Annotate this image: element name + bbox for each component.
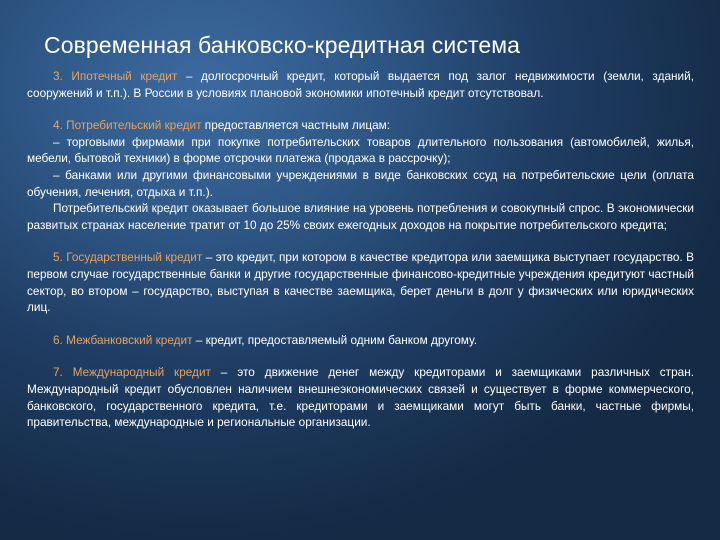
paragraph-state-credit [27,249,694,315]
term-international-credit: 7. Международный кредит [53,365,211,380]
term-interbank-credit: 6. Межбанковский кредит [53,332,193,347]
paragraph-interbank-credit [27,332,694,349]
term-consumer-credit: 4. Потребительский кредит [53,118,202,133]
paragraph-mortgage-credit [27,68,694,101]
term-state-credit: 5. Государственный кредит [53,250,203,265]
definition-state-credit: – это кредит, при котором в качестве кредитора или заемщика выступает государство. В первом случае государственные банки и другие государственные финансово-кредитные учреждения кредитуют частный сектор, во втором – государство, выступая в качестве заемщика, берет деньги в долг у физических или юридических лиц. [27,250,694,315]
definition-consumer-credit: предоставляется частным лицам: [201,118,391,133]
paragraph-consumer-banks: – банками или другими финансовыми учреждениями в виде банковских ссуд на потребительские цели (оплата обучения, лечения, отдыха и т.п.). [27,167,694,199]
definition-international-credit: – это движение денег между кредиторами и заемщиками различных стран. Международный кредит обусловлен наличием внешнеэкономических связей и существует в форме коммерческого, банковского, государственного кредита, т.е. кредиторами и заемщиками могут быть банки, частные фирмы, правительства, международные и региональные организации. [27,365,694,430]
slide-title: Современная банковско-кредитная система [44,32,521,58]
slide-content [27,68,694,431]
paragraph-consumer-impact: Потребительский кредит оказывает большое влияние на уровень потребления и совокупный спрос. В экономически развитых странах население тратит от 10 до 25% своих ежегодных доходов на покрытие потребительского кредита; [27,201,694,232]
definition-mortgage-credit: – долгосрочный кредит, который выдается под залог недвижимости (земли, зданий, сооружений и т.п.). В России в условиях плановой экономики ипотечный кредит отсутствовал. [27,69,694,100]
paragraph-consumer-trade-firms: – торговыми фирмами при покупке потребительских товаров длительного пользования (автомобилей, жилья, мебели, бытовой техники) в форме отсрочки платежа (продажа в рассрочку); [27,134,694,166]
paragraph-consumer-credit [27,117,694,134]
definition-interbank-credit: – кредит, предоставляемый одним банком другому. [192,332,478,347]
paragraph-international-credit [27,364,694,430]
term-mortgage-credit: 3. Ипотечный кредит [53,69,178,83]
